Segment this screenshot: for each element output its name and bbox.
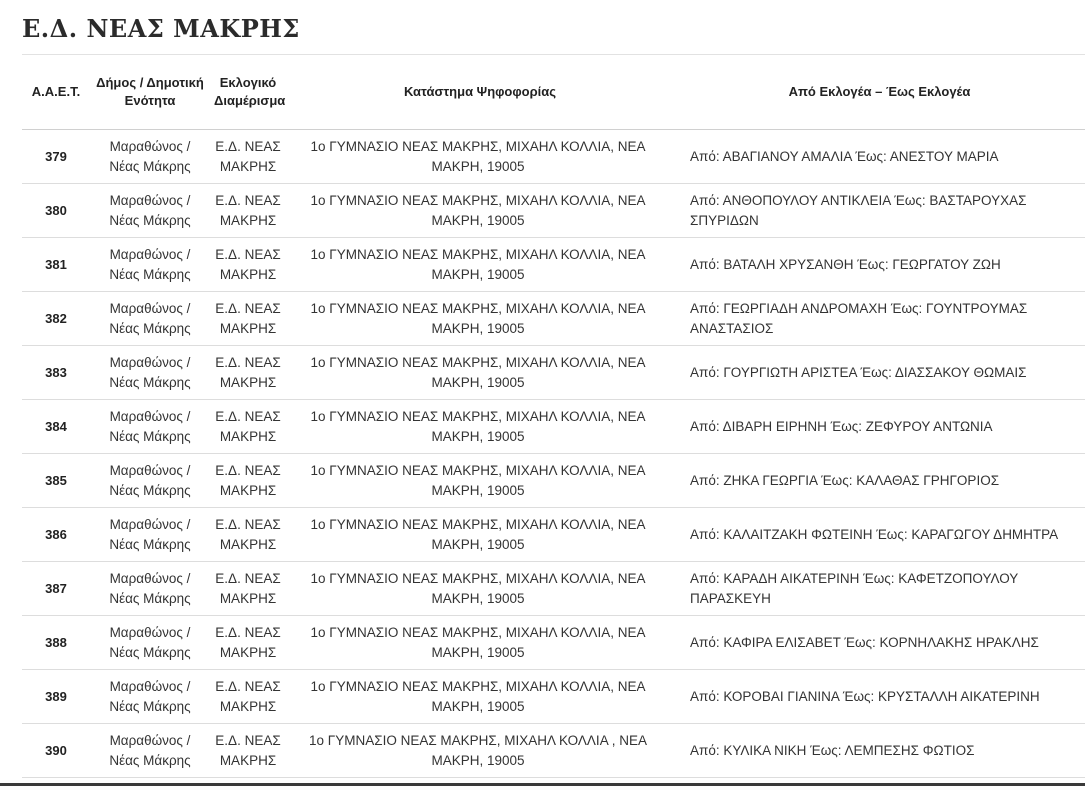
cell-diamerisma: Ε.Δ. ΝΕΑΣ ΜΑΚΡΗΣ bbox=[210, 130, 286, 184]
cell-dimos: Μαραθώνος / Νέας Μάκρης bbox=[90, 454, 210, 508]
cell-aaet: 379 bbox=[22, 130, 90, 184]
table-row bbox=[22, 184, 1085, 238]
header-row bbox=[22, 55, 1085, 130]
table-row bbox=[22, 508, 1085, 562]
table-row bbox=[22, 454, 1085, 508]
cell-range: Από: ΑΒΑΓΙΑΝΟΥ ΑΜΑΛΙΑ Έως: ΑΝΕΣΤΟΥ ΜΑΡΙΑ bbox=[674, 130, 1085, 184]
cell-diamerisma: Ε.Δ. ΝΕΑΣ ΜΑΚΡΗΣ bbox=[210, 346, 286, 400]
cell-aaet: 380 bbox=[22, 184, 90, 238]
cell-dimos: Μαραθώνος / Νέας Μάκρης bbox=[90, 130, 210, 184]
cell-aaet: 390 bbox=[22, 724, 90, 778]
table-row bbox=[22, 292, 1085, 346]
cell-aaet: 385 bbox=[22, 454, 90, 508]
table-row bbox=[22, 562, 1085, 616]
header-range: Από Εκλογέα – Έως Εκλογέα bbox=[674, 55, 1085, 130]
cell-katastima: 1ο ΓΥΜΝΑΣΙΟ ΝΕΑΣ ΜΑΚΡΗΣ, ΜΙΧΑΗΛ ΚΟΛΛΙΑ, ΝΕΑ ΜΑΚΡΗ, 19005 bbox=[286, 670, 674, 724]
cell-katastima: 1ο ΓΥΜΝΑΣΙΟ ΝΕΑΣ ΜΑΚΡΗΣ, ΜΙΧΑΗΛ ΚΟΛΛΙΑ, ΝΕΑ ΜΑΚΡΗ, 19005 bbox=[286, 346, 674, 400]
cell-katastima: 1ο ΓΥΜΝΑΣΙΟ ΝΕΑΣ ΜΑΚΡΗΣ, ΜΙΧΑΗΛ ΚΟΛΛΙΑ, ΝΕΑ ΜΑΚΡΗ, 19005 bbox=[286, 400, 674, 454]
cell-diamerisma: Ε.Δ. ΝΕΑΣ ΜΑΚΡΗΣ bbox=[210, 508, 286, 562]
cell-dimos: Μαραθώνος / Νέας Μάκρης bbox=[90, 508, 210, 562]
cell-range: Από: ΖΗΚΑ ΓΕΩΡΓΙΑ Έως: ΚΑΛΑΘΑΣ ΓΡΗΓΟΡΙΟΣ bbox=[674, 454, 1085, 508]
cell-aaet: 389 bbox=[22, 670, 90, 724]
header-katastima: Κατάστημα Ψηφοφορίας bbox=[286, 55, 674, 130]
cell-dimos: Μαραθώνος / Νέας Μάκρης bbox=[90, 184, 210, 238]
cell-range: Από: ΚΑΡΑΔΗ ΑΙΚΑΤΕΡΙΝΗ Έως: ΚΑΦΕΤΖΟΠΟΥΛΟΥ ΠΑΡΑΣΚΕΥΗ bbox=[674, 562, 1085, 616]
cell-range: Από: ΓΕΩΡΓΙΑΔΗ ΑΝΔΡΟΜΑΧΗ Έως: ΓΟΥΝΤΡΟΥΜΑΣ ΑΝΑΣΤΑΣΙΟΣ bbox=[674, 292, 1085, 346]
cell-aaet: 383 bbox=[22, 346, 90, 400]
table-row bbox=[22, 130, 1085, 184]
cell-diamerisma: Ε.Δ. ΝΕΑΣ ΜΑΚΡΗΣ bbox=[210, 670, 286, 724]
cell-katastima: 1ο ΓΥΜΝΑΣΙΟ ΝΕΑΣ ΜΑΚΡΗΣ, ΜΙΧΑΗΛ ΚΟΛΛΙΑ, ΝΕΑ ΜΑΚΡΗ, 19005 bbox=[286, 454, 674, 508]
cell-diamerisma: Ε.Δ. ΝΕΑΣ ΜΑΚΡΗΣ bbox=[210, 454, 286, 508]
polling-table-container bbox=[22, 54, 1085, 778]
table-row bbox=[22, 670, 1085, 724]
cell-dimos: Μαραθώνος / Νέας Μάκρης bbox=[90, 292, 210, 346]
page-title: Ε.Δ. ΝΕΑΣ ΜΑΚΡΗΣ bbox=[22, 14, 300, 43]
cell-dimos: Μαραθώνος / Νέας Μάκρης bbox=[90, 562, 210, 616]
cell-diamerisma: Ε.Δ. ΝΕΑΣ ΜΑΚΡΗΣ bbox=[210, 238, 286, 292]
cell-range: Από: ΚΟΡΟΒΑΙ ΓΙΑΝΙΝΑ Έως: ΚΡΥΣΤΑΛΛΗ ΑΙΚΑΤΕΡΙΝΗ bbox=[674, 670, 1085, 724]
cell-range: Από: ΓΟΥΡΓΙΩΤΗ ΑΡΙΣΤΕΑ Έως: ΔΙΑΣΣΑΚΟΥ ΘΩΜΑΙΣ bbox=[674, 346, 1085, 400]
cell-aaet: 388 bbox=[22, 616, 90, 670]
cell-dimos: Μαραθώνος / Νέας Μάκρης bbox=[90, 346, 210, 400]
cell-diamerisma: Ε.Δ. ΝΕΑΣ ΜΑΚΡΗΣ bbox=[210, 292, 286, 346]
polling-stations-table bbox=[22, 54, 1085, 778]
cell-diamerisma: Ε.Δ. ΝΕΑΣ ΜΑΚΡΗΣ bbox=[210, 616, 286, 670]
cell-aaet: 386 bbox=[22, 508, 90, 562]
cell-aaet: 384 bbox=[22, 400, 90, 454]
cell-diamerisma: Ε.Δ. ΝΕΑΣ ΜΑΚΡΗΣ bbox=[210, 400, 286, 454]
cell-aaet: 382 bbox=[22, 292, 90, 346]
cell-diamerisma: Ε.Δ. ΝΕΑΣ ΜΑΚΡΗΣ bbox=[210, 724, 286, 778]
cell-range: Από: ΚΑΦΙΡΑ ΕΛΙΣΑΒΕΤ Έως: ΚΟΡΝΗΛΑΚΗΣ ΗΡΑΚΛΗΣ bbox=[674, 616, 1085, 670]
table-row bbox=[22, 400, 1085, 454]
table-row bbox=[22, 238, 1085, 292]
cell-dimos: Μαραθώνος / Νέας Μάκρης bbox=[90, 238, 210, 292]
header-dimos: Δήμος / Δημοτική Ενότητα bbox=[90, 55, 210, 130]
cell-range: Από: ΒΑΤΑΛΗ ΧΡΥΣΑΝΘΗ Έως: ΓΕΩΡΓΑΤΟΥ ΖΩΗ bbox=[674, 238, 1085, 292]
cell-katastima: 1ο ΓΥΜΝΑΣΙΟ ΝΕΑΣ ΜΑΚΡΗΣ, ΜΙΧΑΗΛ ΚΟΛΛΙΑ, ΝΕΑ ΜΑΚΡΗ, 19005 bbox=[286, 508, 674, 562]
cell-katastima: 1ο ΓΥΜΝΑΣΙΟ ΝΕΑΣ ΜΑΚΡΗΣ, ΜΙΧΑΗΛ ΚΟΛΛΙΑ, ΝΕΑ ΜΑΚΡΗ, 19005 bbox=[286, 562, 674, 616]
cell-katastima: 1ο ΓΥΜΝΑΣΙΟ ΝΕΑΣ ΜΑΚΡΗΣ, ΜΙΧΑΗΛ ΚΟΛΛΙΑ, ΝΕΑ ΜΑΚΡΗ, 19005 bbox=[286, 616, 674, 670]
cell-katastima: 1ο ΓΥΜΝΑΣΙΟ ΝΕΑΣ ΜΑΚΡΗΣ, ΜΙΧΑΗΛ ΚΟΛΛΙΑ, ΝΕΑ ΜΑΚΡΗ, 19005 bbox=[286, 292, 674, 346]
cell-dimos: Μαραθώνος / Νέας Μάκρης bbox=[90, 616, 210, 670]
table-row bbox=[22, 346, 1085, 400]
table-header bbox=[22, 55, 1085, 130]
cell-dimos: Μαραθώνος / Νέας Μάκρης bbox=[90, 400, 210, 454]
table-row bbox=[22, 724, 1085, 778]
cell-range: Από: ΑΝΘΟΠΟΥΛΟΥ ΑΝΤΙΚΛΕΙΑ Έως: ΒΑΣΤΑΡΟΥΧΑΣ ΣΠΥΡΙΔΩΝ bbox=[674, 184, 1085, 238]
cell-aaet: 387 bbox=[22, 562, 90, 616]
cell-diamerisma: Ε.Δ. ΝΕΑΣ ΜΑΚΡΗΣ bbox=[210, 562, 286, 616]
header-aaet: Α.Α.Ε.Τ. bbox=[22, 55, 90, 130]
cell-katastima: 1ο ΓΥΜΝΑΣΙΟ ΝΕΑΣ ΜΑΚΡΗΣ, ΜΙΧΑΗΛ ΚΟΛΛΙΑ, ΝΕΑ ΜΑΚΡΗ, 19005 bbox=[286, 184, 674, 238]
table-body bbox=[22, 130, 1085, 778]
cell-range: Από: ΔΙΒΑΡΗ ΕΙΡΗΝΗ Έως: ΖΕΦΥΡΟΥ ΑΝΤΩΝΙΑ bbox=[674, 400, 1085, 454]
cell-dimos: Μαραθώνος / Νέας Μάκρης bbox=[90, 670, 210, 724]
cell-katastima: 1ο ΓΥΜΝΑΣΙΟ ΝΕΑΣ ΜΑΚΡΗΣ, ΜΙΧΑΗΛ ΚΟΛΛΙΑ, ΝΕΑ ΜΑΚΡΗ, 19005 bbox=[286, 130, 674, 184]
table-row bbox=[22, 616, 1085, 670]
header-diamerisma: Εκλογικό Διαμέρισμα bbox=[210, 55, 286, 130]
cell-range: Από: ΚΥΛΙΚΑ ΝΙΚΗ Έως: ΛΕΜΠΕΣΗΣ ΦΩΤΙΟΣ bbox=[674, 724, 1085, 778]
cell-dimos: Μαραθώνος / Νέας Μάκρης bbox=[90, 724, 210, 778]
cell-katastima: 1ο ΓΥΜΝΑΣΙΟ ΝΕΑΣ ΜΑΚΡΗΣ, ΜΙΧΑΗΛ ΚΟΛΛΙΑ, ΝΕΑ ΜΑΚΡΗ, 19005 bbox=[286, 238, 674, 292]
cell-diamerisma: Ε.Δ. ΝΕΑΣ ΜΑΚΡΗΣ bbox=[210, 184, 286, 238]
cell-aaet: 381 bbox=[22, 238, 90, 292]
cell-range: Από: ΚΑΛΑΙΤΖΑΚΗ ΦΩΤΕΙΝΗ Έως: ΚΑΡΑΓΩΓΟΥ ΔΗΜΗΤΡΑ bbox=[674, 508, 1085, 562]
cell-katastima: 1ο ΓΥΜΝΑΣΙΟ ΝΕΑΣ ΜΑΚΡΗΣ, ΜΙΧΑΗΛ ΚΟΛΛΙΑ , ΝΕΑ ΜΑΚΡΗ, 19005 bbox=[286, 724, 674, 778]
